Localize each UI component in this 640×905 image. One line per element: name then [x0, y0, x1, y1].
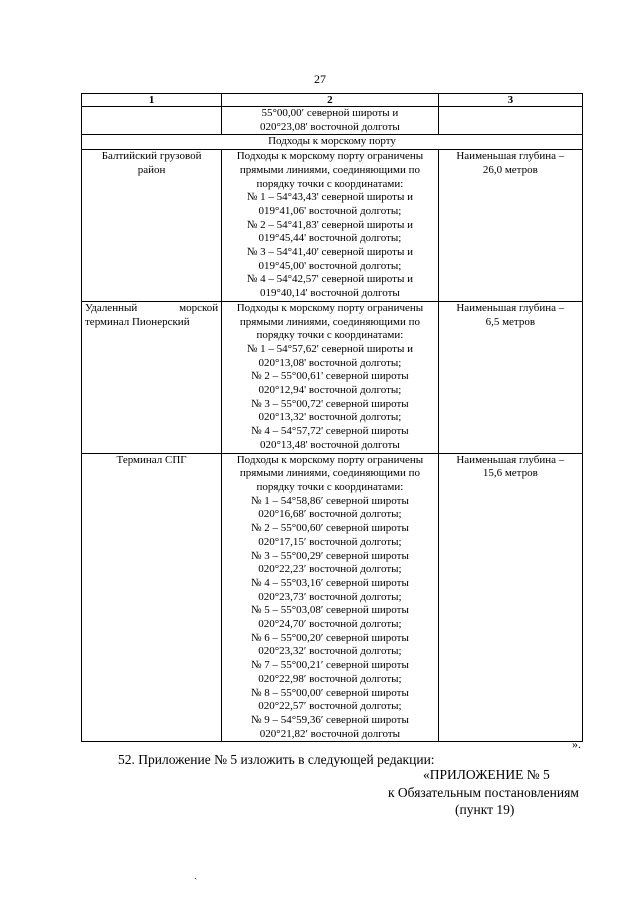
amendment-paragraph: 52. Приложение № 5 изложить в следующей редакции: — [118, 752, 435, 767]
coord-line: 020°22,23′ восточной долготы; — [258, 563, 402, 576]
coord-line: Подходы к морскому порту ограничены — [236, 453, 424, 466]
coord-line: 020°13,08' восточной долготы; — [258, 356, 402, 369]
coord-line: 55°00,00′ северной широты и — [261, 107, 399, 119]
table-row — [82, 150, 583, 302]
coord-line: порядку точки с координатами: — [256, 329, 404, 342]
coord-line: № 3 – 55°00,72' северной широты — [251, 397, 409, 410]
coord-line: 020°17,15′ восточной долготы; — [258, 535, 402, 548]
cell-empty — [438, 107, 582, 135]
coord-line: № 4 – 54°42,57' северной широты и — [246, 273, 413, 286]
coordinates-cell — [222, 150, 438, 302]
coord-line: 020°23,08' восточной долготы — [260, 120, 400, 133]
table-row — [82, 301, 583, 453]
coord-line: 020°16,68′ восточной долготы; — [258, 508, 402, 521]
coord-line: № 3 – 54°41,40' северной широты и — [246, 246, 413, 259]
appendix-point: (пункт 19) — [455, 802, 515, 817]
depth-line: 15,6 метров — [482, 467, 538, 480]
coord-line: № 8 – 55°00,00′ северной широты — [250, 686, 409, 699]
coord-line: 019°40,14' восточной долготы — [260, 287, 400, 300]
table-row-continuation — [82, 107, 583, 135]
coord-line: 020°22,98′ восточной долготы; — [258, 672, 402, 685]
area-name-cell — [82, 150, 222, 302]
coord-line: 020°23,73′ восточной долготы; — [258, 590, 402, 603]
area-name-line: район — [137, 163, 166, 176]
section-title: Подходы к морскому порту — [82, 135, 583, 150]
depth-line: Наименьшая глубина – — [456, 150, 565, 163]
depth-line: Наименьшая глубина – — [456, 301, 565, 314]
depth-line: 26,0 метров — [482, 163, 538, 176]
coord-line: порядку точки с координатами: — [256, 177, 404, 190]
coord-line: № 9 – 54°59,36′ северной широты — [250, 713, 409, 726]
coord-line: № 1 – 54°57,62' северной широты и — [246, 342, 413, 355]
area-name-line: терминал Пионерский — [85, 315, 190, 328]
coord-line: прямыми линиями, соединяющими по — [239, 315, 421, 328]
coordinates-cell — [222, 107, 438, 135]
coord-line: 020°13,32' восточной долготы; — [258, 411, 402, 424]
coord-line: № 2 – 54°41,83' северной широты и — [246, 218, 413, 231]
coord-line: 020°12,94' восточной долготы; — [258, 384, 402, 397]
coord-line: № 4 – 54°57,72' северной широты — [251, 425, 409, 438]
column-header-1: 1 — [82, 94, 222, 107]
coord-line: 019°41,06' восточной долготы; — [258, 204, 402, 217]
coord-line: № 7 – 55°00,21′ северной широты — [250, 659, 409, 672]
column-header-2: 2 — [222, 94, 438, 107]
depth-line: Наименьшая глубина – — [456, 453, 565, 466]
coord-line: 019°45,00' восточной долготы; — [258, 259, 402, 272]
appendix-title: «ПРИЛОЖЕНИЕ № 5 — [423, 767, 550, 782]
coord-line: № 2 – 55°00,60′ северной широты — [250, 522, 409, 535]
area-name-cell — [82, 453, 222, 742]
coord-line: Подходы к морскому порту ограничены — [236, 150, 424, 163]
coord-line: прямыми линиями, соединяющими по — [239, 467, 421, 480]
coord-line: 020°23,32′ восточной долготы; — [258, 645, 402, 658]
coord-line: порядку точки с координатами: — [256, 480, 404, 493]
coord-line: № 4 – 55°03,16′ северной широты — [250, 576, 409, 589]
stray-mark: ˏ — [194, 869, 198, 880]
coord-line: № 6 – 55°00,20′ северной широты — [250, 631, 409, 644]
depth-cell — [438, 150, 582, 302]
coord-line: № 1 – 54°58,86′ северной широты — [250, 494, 409, 507]
coord-line: Подходы к морскому порту ограничены — [236, 301, 424, 314]
table-header-row — [82, 94, 583, 107]
depth-cell — [438, 453, 582, 742]
coord-line: 020°21,82′ восточной долготы — [259, 727, 401, 740]
coord-line: 020°22,57′ восточной долготы; — [258, 700, 402, 713]
area-name-line: Удаленный морской — [85, 301, 219, 314]
coord-line: № 3 – 55°00,29′ северной широты — [250, 549, 409, 562]
coord-line: № 5 – 55°03,08′ северной широты — [250, 604, 409, 617]
appendix-subtitle: к Обязательным постановлениям — [388, 785, 579, 800]
closing-quote-mark: ». — [572, 737, 581, 751]
area-name-line: Терминал СПГ — [116, 453, 187, 466]
area-name-cell — [82, 301, 222, 453]
port-approaches-table — [81, 93, 583, 742]
coord-line: 020°24,70′ восточной долготы; — [258, 618, 402, 631]
area-name-line: Балтийский грузовой — [101, 150, 202, 163]
column-header-3: 3 — [438, 94, 582, 107]
coord-line: № 2 – 55°00,61' северной широты — [251, 370, 409, 383]
depth-line: 6,5 метров — [485, 315, 536, 328]
coordinates-cell — [222, 301, 438, 453]
coord-line: № 1 – 54°43,43' северной широты и — [246, 191, 413, 204]
table-row — [82, 453, 583, 742]
depth-cell — [438, 301, 582, 453]
coord-line: прямыми линиями, соединяющими по — [239, 163, 421, 176]
section-title-row — [82, 135, 583, 150]
coordinates-cell — [222, 453, 438, 742]
cell-empty — [82, 107, 222, 135]
coord-line: 019°45,44' восточной долготы; — [258, 232, 402, 245]
coord-line: 020°13,48' восточной долготы — [260, 438, 400, 451]
page-number: 27 — [314, 72, 326, 86]
